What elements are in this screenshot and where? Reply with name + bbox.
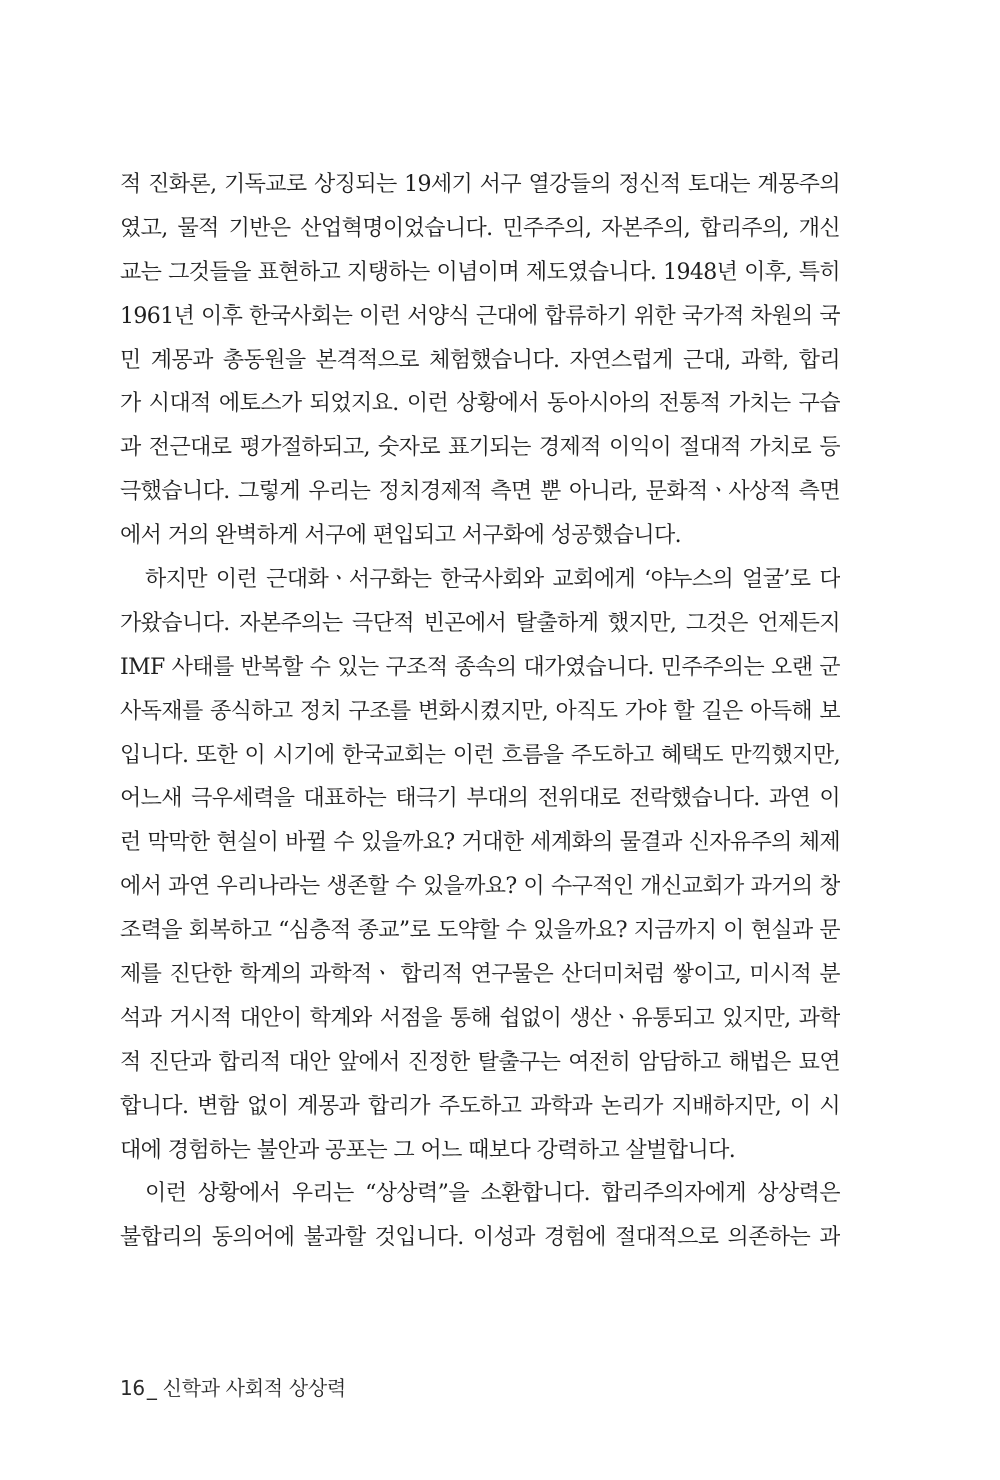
- text-line: 입니다. 또한 이 시기에 한국교회는 이런 흐름을 주도하고 혜택도 만끽했지만,: [120, 742, 840, 768]
- text-line: 불합리의 동의어에 불과할 것입니다. 이성과 경험에 절대적으로 의존하는 과: [120, 1225, 840, 1251]
- footer-separator: _: [146, 1376, 157, 1400]
- text-line: IMF 사태를 반복할 수 있는 구조적 종속의 대가였습니다. 민주주의는 오랜 군: [120, 654, 840, 680]
- page-number: 16: [120, 1376, 145, 1400]
- text-line: 민 계몽과 총동원을 본격적으로 체험했습니다. 자연스럽게 근대, 과학, 합리: [120, 347, 840, 373]
- text-line: 제를 진단한 학계의 과학적ㆍ 합리적 연구물은 산더미처럼 쌓이고, 미시적 분: [120, 962, 840, 988]
- text-line: 였고, 물적 기반은 산업혁명이었습니다. 민주주의, 자본주의, 합리주의, 개신: [120, 215, 840, 241]
- text-line: 가왔습니다. 자본주의는 극단적 빈곤에서 탈출하게 했지만, 그것은 언제든지: [120, 610, 840, 636]
- text-line: 사독재를 종식하고 정치 구조를 변화시켰지만, 아직도 가야 할 길은 아득해 보: [120, 698, 840, 724]
- body-text: [120, 163, 840, 1260]
- text-line: 적 진단과 합리적 대안 앞에서 진정한 탈출구는 여전히 암담하고 해법은 묘연: [120, 1049, 840, 1075]
- text-line: 석과 거시적 대안이 학계와 서점을 통해 쉽없이 생산ㆍ유통되고 있지만, 과학: [120, 1005, 840, 1031]
- page-footer: [120, 1372, 346, 1401]
- text-line: 교는 그것들을 표현하고 지탱하는 이념이며 제도였습니다. 1948년 이후, 특히: [120, 259, 840, 285]
- paragraph: [120, 558, 840, 1172]
- text-line: 에서 거의 완벽하게 서구에 편입되고 서구화에 성공했습니다.: [120, 523, 682, 549]
- text-line: 1961년 이후 한국사회는 이런 서양식 근대에 합류하기 위한 국가적 차원의 국: [120, 303, 840, 329]
- paragraph: [120, 1172, 840, 1260]
- text-line: 극했습니다. 그렇게 우리는 정치경제적 측면 뿐 아니라, 문화적ㆍ사상적 측면: [120, 479, 840, 505]
- paragraph: [120, 163, 840, 558]
- text-line: 조력을 회복하고 “심층적 종교”로 도약할 수 있을까요? 지금까지 이 현실과 문: [120, 918, 840, 944]
- text-line: 과 전근대로 평가절하되고, 숫자로 표기되는 경제적 이익이 절대적 가치로 등: [120, 435, 840, 461]
- text-line: 가 시대적 에토스가 되었지요. 이런 상황에서 동아시아의 전통적 가치는 구습: [120, 391, 840, 417]
- running-title: 신학과 사회적 상상력: [162, 1376, 346, 1400]
- text-line: 하지만 이런 근대화ㆍ서구화는 한국사회와 교회에게 ‘야누스의 얼굴’로 다: [145, 567, 840, 593]
- text-line: 대에 경험하는 불안과 공포는 그 어느 때보다 강력하고 살벌합니다.: [120, 1137, 736, 1163]
- text-line: 합니다. 변함 없이 계몽과 합리가 주도하고 과학과 논리가 지배하지만, 이 시: [120, 1093, 840, 1119]
- text-line: 이런 상황에서 우리는 “상상력”을 소환합니다. 합리주의자에게 상상력은: [145, 1181, 840, 1207]
- text-line: 어느새 극우세력을 대표하는 태극기 부대의 전위대로 전락했습니다. 과연 이: [120, 786, 840, 812]
- text-line: 에서 과연 우리나라는 생존할 수 있을까요? 이 수구적인 개신교회가 과거의 창: [120, 874, 840, 900]
- text-line: 적 진화론, 기독교로 상징되는 19세기 서구 열강들의 정신적 토대는 계몽주의: [120, 172, 840, 197]
- text-line: 런 막막한 현실이 바뀔 수 있을까요? 거대한 세계화의 물결과 신자유주의 체제: [120, 830, 840, 856]
